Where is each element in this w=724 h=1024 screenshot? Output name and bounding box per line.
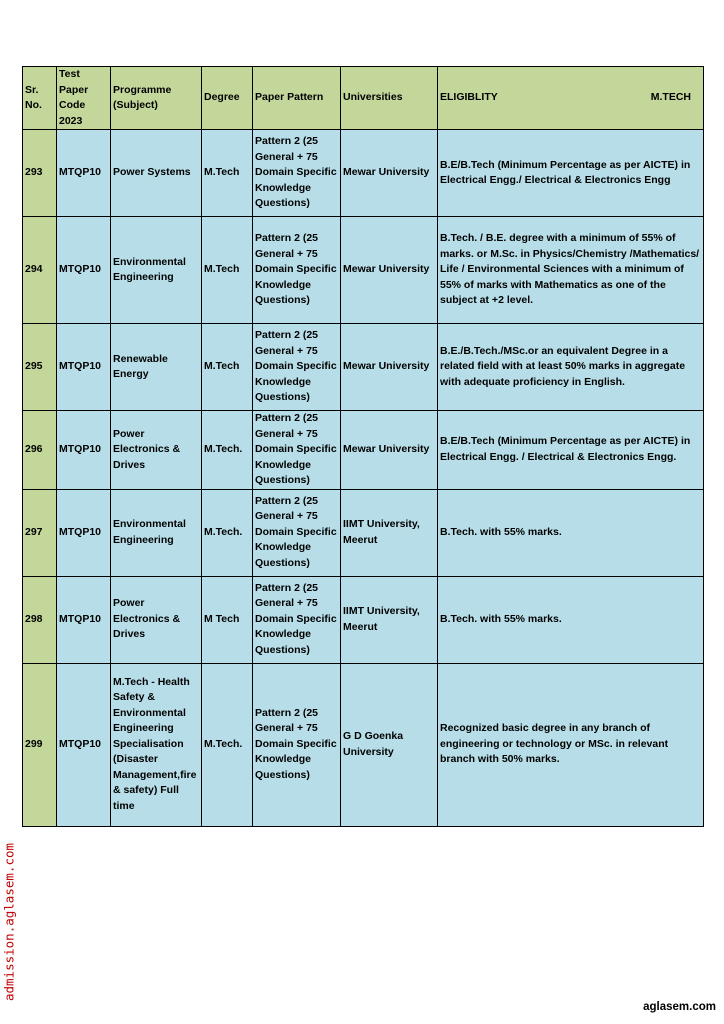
watermark-text: admission.aglasem.com xyxy=(1,842,17,1002)
university-cell: IIMT University, Meerut xyxy=(341,576,438,663)
eligibility-cell: Recognized basic degree in any branch of engineering or technology or MSc. in relevant branch with 50% marks. xyxy=(438,663,704,826)
code-cell: MTQP10 xyxy=(57,663,111,826)
sr-cell: 296 xyxy=(23,411,57,490)
header-eligibility xyxy=(438,67,704,130)
code-cell: MTQP10 xyxy=(57,324,111,411)
university-cell: Mewar University xyxy=(341,324,438,411)
programme-cell: Power Systems xyxy=(111,130,202,217)
table-row xyxy=(23,324,704,411)
code-cell: MTQP10 xyxy=(57,217,111,324)
eligibility-cell: B.Tech. with 55% marks. xyxy=(438,489,704,576)
footer-brand: aglasem.com xyxy=(643,1001,716,1013)
pattern-cell: Pattern 2 (25 General + 75 Domain Specific Knowledge Questions) xyxy=(253,576,341,663)
eligibility-cell: B.Tech. with 55% marks. xyxy=(438,576,704,663)
sr-cell: 293 xyxy=(23,130,57,217)
code-cell: MTQP10 xyxy=(57,576,111,663)
sr-cell: 295 xyxy=(23,324,57,411)
degree-cell: M.Tech xyxy=(202,130,253,217)
eligibility-cell: B.E./B.Tech./MSc.or an equivalent Degree in a related field with at least 50% marks in aggregate with adequate proficiency in English. xyxy=(438,324,704,411)
header-row xyxy=(23,67,704,130)
sr-cell: 297 xyxy=(23,489,57,576)
header-programme: Programme (Subject) xyxy=(111,67,202,130)
programme-cell: Power Electronics & Drives xyxy=(111,576,202,663)
programme-table xyxy=(22,66,704,827)
degree-cell: M.Tech. xyxy=(202,411,253,490)
pattern-cell: Pattern 2 (25 General + 75 Domain Specific Knowledge Questions) xyxy=(253,411,341,490)
degree-cell: M.Tech. xyxy=(202,663,253,826)
header-code: Test Paper Code 2023 xyxy=(57,67,111,130)
eligibility-cell: B.E/B.Tech (Minimum Percentage as per AICTE) in Electrical Engg./ Electrical & Electronics Engg xyxy=(438,130,704,217)
degree-cell: M.Tech xyxy=(202,217,253,324)
code-cell: MTQP10 xyxy=(57,411,111,490)
university-cell: IIMT University, Meerut xyxy=(341,489,438,576)
table-row xyxy=(23,489,704,576)
watermark xyxy=(0,830,18,1015)
table-row xyxy=(23,130,704,217)
university-cell: Mewar University xyxy=(341,130,438,217)
header-stream: M.TECH xyxy=(650,91,691,104)
eligibility-cell: B.Tech. / B.E. degree with a minimum of 55% of marks. or M.Sc. in Physics/Chemistry /Mathematics/ Life / Environmental Sciences with a minimum of 55% of marks with Mathematics as one of the subject at +2 level. xyxy=(438,217,704,324)
degree-cell: M Tech xyxy=(202,576,253,663)
table-row xyxy=(23,576,704,663)
table-row xyxy=(23,411,704,490)
programme-cell: M.Tech - Health Safety & Environmental Engineering Specialisation (Disaster Management,fire & safety) Full time xyxy=(111,663,202,826)
pattern-cell: Pattern 2 (25 General + 75 Domain Specific Knowledge Questions) xyxy=(253,489,341,576)
header-degree: Degree xyxy=(202,67,253,130)
programme-cell: Power Electronics & Drives xyxy=(111,411,202,490)
header-universities: Universities xyxy=(341,67,438,130)
table-row xyxy=(23,663,704,826)
university-cell: Mewar University xyxy=(341,411,438,490)
pattern-cell: Pattern 2 (25 General + 75 Domain Specific Knowledge Questions) xyxy=(253,663,341,826)
sr-cell: 298 xyxy=(23,576,57,663)
table-row xyxy=(23,217,704,324)
university-cell: G D Goenka University xyxy=(341,663,438,826)
programme-cell: Renewable Energy xyxy=(111,324,202,411)
header-eligibility-label: ELIGIBLITY xyxy=(440,91,498,104)
programme-cell: Environmental Engineering xyxy=(111,489,202,576)
sr-cell: 299 xyxy=(23,663,57,826)
pattern-cell: Pattern 2 (25 General + 75 Domain Specific Knowledge Questions) xyxy=(253,324,341,411)
pattern-cell: Pattern 2 (25 General + 75 Domain Specific Knowledge Questions) xyxy=(253,130,341,217)
programme-cell: Environmental Engineering xyxy=(111,217,202,324)
header-pattern: Paper Pattern xyxy=(253,67,341,130)
code-cell: MTQP10 xyxy=(57,130,111,217)
code-cell: MTQP10 xyxy=(57,489,111,576)
sr-cell: 294 xyxy=(23,217,57,324)
degree-cell: M.Tech. xyxy=(202,489,253,576)
pattern-cell: Pattern 2 (25 General + 75 Domain Specific Knowledge Questions) xyxy=(253,217,341,324)
eligibility-cell: B.E/B.Tech (Minimum Percentage as per AICTE) in Electrical Engg. / Electrical & Electronics Engg. xyxy=(438,411,704,490)
header-sr: Sr. No. xyxy=(23,67,57,130)
university-cell: Mewar University xyxy=(341,217,438,324)
degree-cell: M.Tech xyxy=(202,324,253,411)
